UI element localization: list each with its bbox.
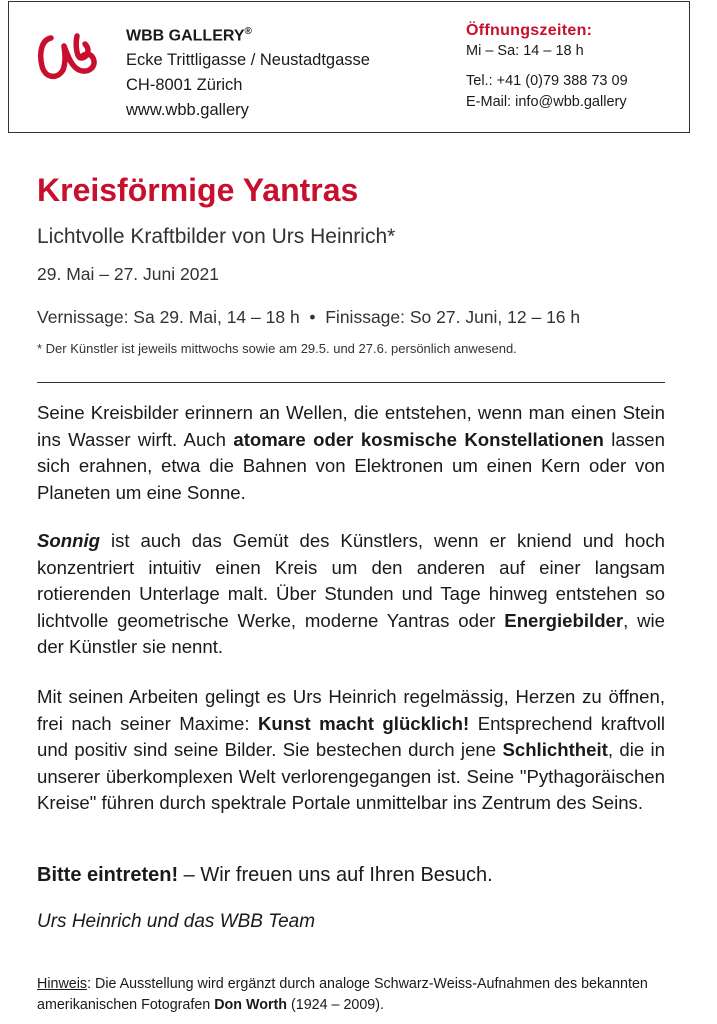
footnote: Hinweis: Die Ausstellung wird ergänzt durch analoge Schwarz-Weiss-Aufnahmen des bekannten amerikanischen Fotografen Don Worth (1924 – 2009).	[37, 976, 648, 1013]
exhibition-title: Kreisförmige Yantras	[37, 172, 359, 208]
body-paragraph-3: Mit seinen Arbeiten gelingt es Urs Heinrich regelmässig, Herzen zu öffnen, frei nach seiner Maxime: Kunst macht glücklich! Entsprechend kraftvoll und positiv sind seine Bilder. Sie bestechen durch jene Schlichtheit, die in unserer überkomplexen Welt verlorengegangen ist. Seine "Pythagoräischen Kreise" führen durch spektrale Portale unmittelbar ins Zentrum des Seins.	[37, 686, 665, 813]
invitation: Bitte eintreten! – Wir freuen uns auf Ihren Besuch.	[37, 864, 493, 886]
signature: Urs Heinrich und das WBB Team	[37, 911, 316, 932]
body-paragraph-2: Sonnig ist auch das Gemüt des Künstlers, wenn er kniend und hoch konzentriert intuitiv einen Kreis um den anderen auf einer langsam rotierenden Unterlage malt. Über Stunden und Tage hinweg entstehen so lichtvolle geometrische Werke, moderne Yantras oder Energiebilder, wie der Künstler sie nennt.	[37, 530, 665, 657]
header-box	[8, 1, 690, 133]
divider	[37, 382, 665, 383]
gallery-name: WBB GALLERY®	[126, 26, 252, 45]
address-city: CH-8001 Zürich	[126, 76, 243, 95]
website-link[interactable]: www.wbb.gallery	[126, 101, 249, 120]
wbb-logo-icon	[37, 32, 99, 84]
body-paragraph-1: Seine Kreisbilder erinnern an Wellen, die entstehen, wenn man einen Stein ins Wasser wirft. Auch atomare oder kosmische Konstellationen lassen sich erahnen, etwa die Bahnen von Elektronen um einen Kern oder von Planeten um eine Sonne.	[37, 402, 665, 503]
gallery-address	[126, 19, 370, 123]
exhibition-subtitle: Lichtvolle Kraftbilder von Urs Heinrich*	[37, 225, 396, 248]
hours-title: Öffnungszeiten:	[466, 22, 593, 39]
artist-presence-note: * Der Künstler ist jeweils mittwochs sowie am 29.5. und 27.6. persönlich anwesend.	[37, 341, 517, 356]
phone-number: Tel.: +41 (0)79 388 73 09	[466, 73, 628, 89]
email-address[interactable]: E-Mail: info@wbb.gallery	[466, 94, 627, 110]
address-line: Ecke Trittligasse / Neustadtgasse	[126, 51, 370, 70]
exhibition-dates: 29. Mai – 27. Juni 2021	[37, 264, 219, 284]
hours-value: Mi – Sa: 14 – 18 h	[466, 43, 584, 59]
event-times: Vernissage: Sa 29. Mai, 14 – 18 h • Finissage: So 27. Juni, 12 – 16 h	[37, 307, 581, 327]
opening-hours	[466, 20, 628, 113]
